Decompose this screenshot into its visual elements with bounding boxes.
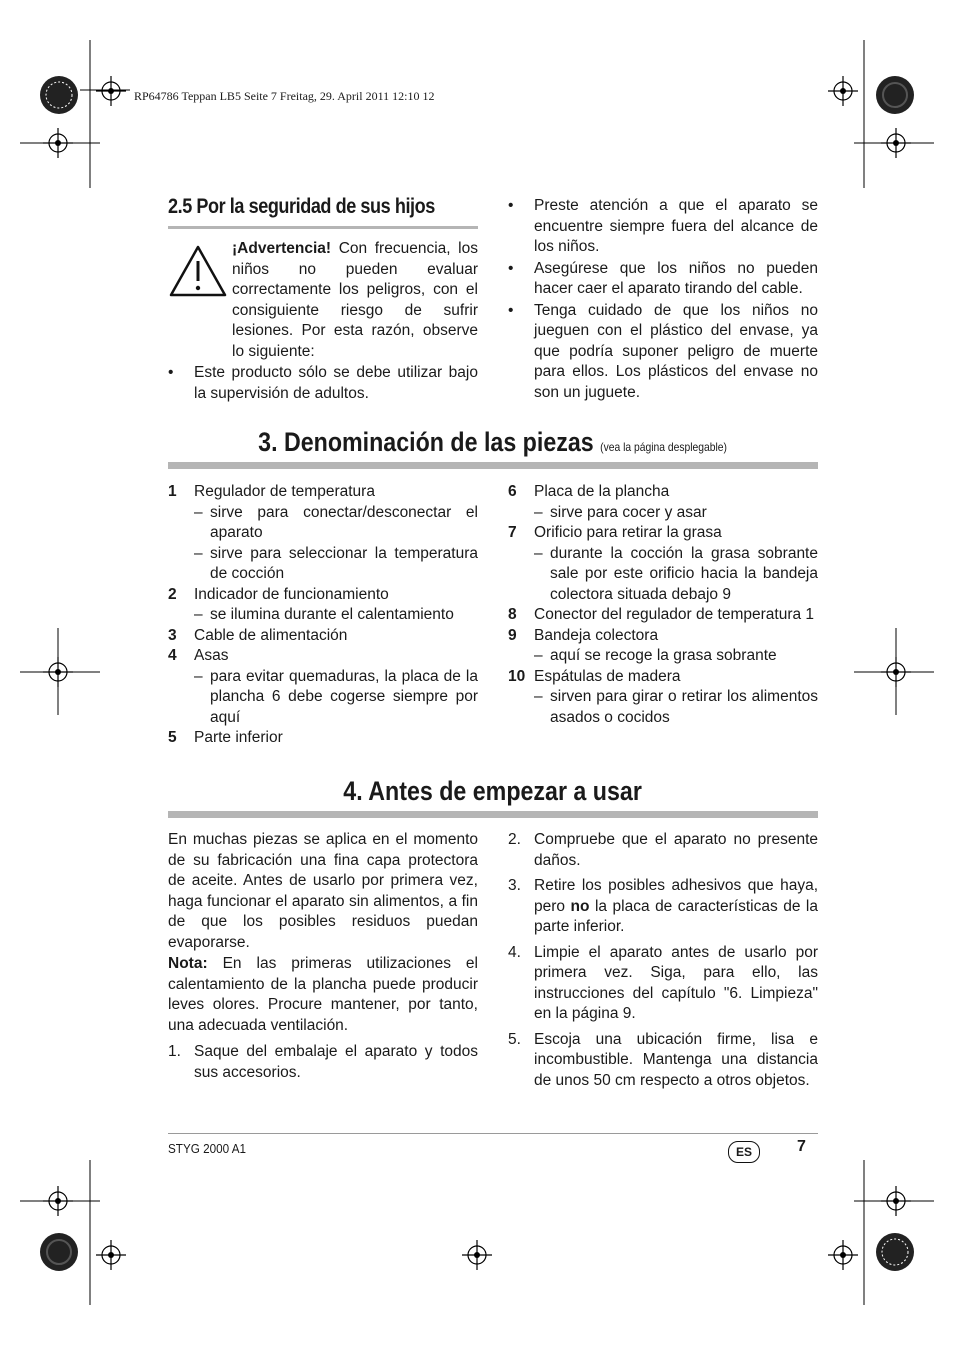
section-rule bbox=[168, 811, 818, 818]
bullets-left bbox=[168, 363, 478, 404]
warning-triangle-icon bbox=[168, 244, 228, 298]
parts-item-number: 3 bbox=[168, 626, 177, 644]
warning-paragraph bbox=[232, 239, 478, 362]
heading-rule bbox=[168, 226, 478, 229]
intro-paragraph: En muchas piezas se aplica en el momento de su fabricación una fina capa protectora de aceite. Antes de usarlo por primera vez, haga funcionar el aparato sin alimentos, a fin de que los posibles residuos puedan evaporarse. bbox=[168, 831, 478, 951]
list-item: 4. Limpie el aparato antes de usarlo por primera vez. Siga, para ello, las instrucciones del capítulo "6. Limpieza" en la página 9. bbox=[508, 943, 818, 1022]
parts-item-label: Orificio para retirar la grasa bbox=[534, 524, 722, 541]
note-label: Nota: bbox=[168, 955, 208, 972]
parts-item bbox=[168, 585, 478, 606]
parts-item-number: 10 bbox=[508, 667, 526, 685]
parts-item-label: Indicador de funcionamiento bbox=[194, 585, 389, 603]
language-badge: ES bbox=[728, 1141, 760, 1163]
parts-item-label: Cable de alimentación bbox=[194, 626, 348, 644]
section-4-left-column bbox=[168, 830, 478, 1083]
parts-item-label: Espátulas de madera bbox=[534, 667, 681, 685]
print-header: RP64786 Teppan LB5 Seite 7 Freitag, 29. April 2011 12:10 12 bbox=[134, 89, 435, 103]
parts-item bbox=[508, 667, 818, 688]
parts-item-number: 8 bbox=[508, 606, 517, 623]
parts-subitem: – sirve para cocer y asar bbox=[534, 503, 707, 521]
parts-item bbox=[168, 626, 478, 647]
parts-item-label: Asas bbox=[194, 647, 229, 664]
section-2-5-heading: 2.5 Por la seguridad de sus hijos bbox=[168, 195, 435, 218]
section-4-title: 4. Antes de empezar a usar bbox=[343, 776, 643, 806]
parts-item bbox=[508, 523, 818, 544]
parts-item-number: 9 bbox=[508, 626, 517, 644]
list-item: 1. Saque del embalaje el aparato y todos sus accesorios. bbox=[168, 1043, 478, 1081]
parts-item bbox=[508, 626, 818, 647]
parts-item bbox=[168, 482, 478, 503]
list-item: 2. Compruebe que el aparato no presente daños. bbox=[508, 831, 818, 869]
footer-rule bbox=[168, 1133, 818, 1134]
list-item: • Asegúrese que los niños no pueden hacer caer el aparato tirando del cable. bbox=[508, 259, 818, 297]
section-3-subtitle: (vea la página desplegable) bbox=[600, 440, 728, 454]
page-number: 7 bbox=[797, 1138, 806, 1155]
warning-text: Con frecuencia, los niños no pueden evaluar correctamente los peligros, con el consiguiente riesgo de sufrir lesiones. Por esta razón, observe lo siguiente: bbox=[232, 240, 478, 360]
bullets-right bbox=[508, 196, 818, 403]
parts-subitem: – durante la cocción la grasa sobrante sale por este orificio hacia la bandeja colectora situada debajo 9 bbox=[534, 544, 818, 603]
parts-subitem: – sirve para conectar/desconectar el aparato bbox=[194, 503, 478, 541]
list-item: • Preste atención a que el aparato se encuentre siempre fuera del alcance de los niños. bbox=[508, 197, 818, 255]
section-rule bbox=[168, 462, 818, 469]
parts-item-label: Regulador de temperatura bbox=[194, 483, 375, 500]
list-item: • Tenga cuidado de que los niños no jueguen con el plástico del envase, ya que podría suponer peligro de muerte para ellos. Los plásticos del envase no son un juguete. bbox=[508, 301, 818, 401]
parts-item-label: Parte inferior bbox=[194, 729, 283, 746]
parts-subitem: – aquí se recoge la grasa sobrante bbox=[534, 647, 777, 664]
parts-list-right bbox=[508, 482, 818, 728]
parts-item bbox=[508, 605, 818, 626]
parts-item-number: 4 bbox=[168, 647, 177, 664]
note-paragraph bbox=[168, 954, 478, 1036]
parts-subitem: – para evitar quemaduras, la placa de la plancha 6 debe cogerse siempre por aquí bbox=[194, 667, 478, 726]
list-item: 3. Retire los posibles adhesivos que haya, pero no la placa de características de la parte inferior. bbox=[508, 877, 818, 935]
parts-item-label: Bandeja colectora bbox=[534, 626, 659, 644]
note-text: En las primeras utilizaciones el calentamiento de la plancha puede producir leves olores. Procure mantener, por tanto, una adecuada ventilación. bbox=[168, 955, 478, 1034]
parts-item-number: 6 bbox=[508, 483, 517, 500]
section-4-right-column bbox=[508, 830, 818, 1091]
parts-item bbox=[508, 482, 818, 503]
parts-item-label: Conector del regulador de temperatura 1 bbox=[534, 606, 815, 623]
parts-subitem: – se ilumina durante el calentamiento bbox=[194, 606, 454, 623]
parts-item bbox=[168, 646, 478, 667]
parts-subitem: – sirve para seleccionar la temperatura de cocción bbox=[194, 544, 478, 582]
parts-item bbox=[168, 728, 478, 749]
parts-item-number: 2 bbox=[168, 585, 177, 603]
parts-item-number: 7 bbox=[508, 524, 517, 541]
parts-item-number: 1 bbox=[168, 483, 177, 500]
footer-model: STYG 2000 A1 bbox=[168, 1141, 247, 1156]
parts-item-number: 5 bbox=[168, 729, 177, 746]
list-item: • Este producto sólo se debe utilizar bajo la supervisión de adultos. bbox=[168, 364, 478, 402]
parts-subitem: – sirven para girar o retirar los alimentos asados o cocidos bbox=[534, 688, 818, 726]
list-item: 5. Escoja una ubicación firme, lisa e incombustible. Mantenga una distancia de unos 50 cm respecto a otros objetos. bbox=[508, 1030, 818, 1089]
warning-label: ¡Advertencia! bbox=[232, 240, 332, 257]
section-3-title: 3. Denominación de las piezas (vea la página desplegable) bbox=[258, 427, 728, 457]
parts-list-left bbox=[168, 482, 478, 749]
parts-item-label: Placa de la plancha bbox=[534, 483, 670, 500]
